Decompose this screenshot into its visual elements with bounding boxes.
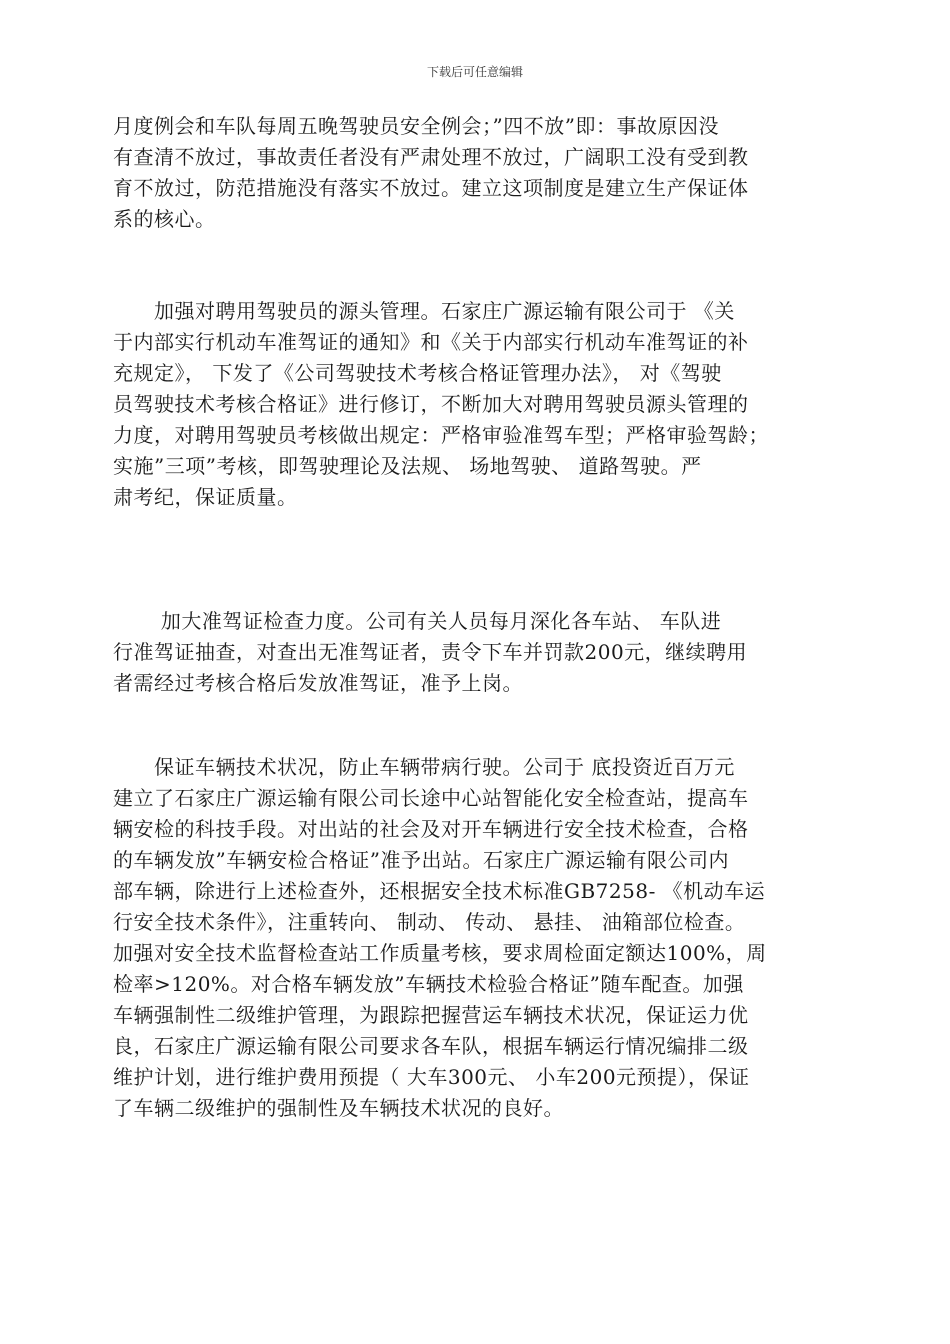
text-line: 系的核心。	[113, 207, 216, 231]
text-line: 辆安检的科技手段。对出站的社会及对开车辆进行安全技术检查，合格	[113, 817, 749, 841]
text-line: 保证车辆技术状况，防止车辆带病行驶。公司于 底投资近百万元	[113, 755, 735, 779]
text-line: 加强对安全技术监督检查站工作质量考核，要求周检面定额达100%，周	[113, 941, 767, 965]
text-line: 者需经过考核合格后发放准驾证，准予上岗。	[113, 671, 523, 695]
text-line: 良，石家庄广源运输有限公司要求各车队，根据车辆运行情况编排二级	[113, 1034, 749, 1058]
text-line: 行准驾证抽查，对查出无准驾证者，责令下车并罚款200元，继续聘用	[113, 640, 748, 664]
text-line: 加大准驾证检查力度。公司有关人员每月深化各车站、 车队进	[113, 609, 722, 633]
text-line: 建立了石家庄广源运输有限公司长途中心站智能化安全检查站，提高车	[113, 786, 749, 810]
text-line: 维护计划，进行维护费用预提（ 大车300元、 小车200元预提），保证	[113, 1065, 750, 1089]
paragraph-driver-source-management	[113, 296, 769, 513]
text-line: 实施”三项”考核，即驾驶理论及法规、 场地驾驶、 道路驾驶。严	[113, 454, 702, 478]
text-line: 检率>120%。对合格车辆发放”车辆技术检验合格证”随车配查。加强	[113, 972, 744, 996]
text-line: 员驾驶技术考核合格证》进行修订，不断加大对聘用驾驶员源头管理的	[113, 392, 749, 416]
paragraph-safety-meetings	[113, 111, 749, 235]
text-line: 的车辆发放”车辆安检合格证”准予出站。石家庄广源运输有限公司内	[113, 848, 729, 872]
text-line: 充规定》， 下发了《公司驾驶技术考核合格证管理办法》， 对《驾驶	[113, 361, 722, 385]
text-line: 月度例会和车队每周五晚驾驶员安全例会；”四不放”即：事故原因没	[113, 114, 719, 138]
text-line: 有查清不放过，事故责任者没有严肃处理不放过，广阔职工没有受到教	[113, 145, 749, 169]
text-line: 行安全技术条件》，注重转向、 制动、 传动、 悬挂、 油箱部位检查。	[113, 910, 746, 934]
page-header: 下载后可任意编辑	[426, 65, 523, 79]
text-line: 了车辆二级维护的强制性及车辆技术状况的良好。	[113, 1096, 564, 1120]
text-line: 部车辆，除进行上述检查外，还根据安全技术标准GB7258- 《机动车运	[113, 879, 766, 903]
paragraph-license-inspection	[113, 606, 747, 699]
text-line: 力度，对聘用驾驶员考核做出规定：严格审验准驾车型；严格审验驾龄；	[113, 423, 769, 447]
text-line: 肃考纪，保证质量。	[113, 485, 298, 509]
paragraph-vehicle-technical-condition	[113, 752, 767, 1124]
text-line: 车辆强制性二级维护管理，为跟踪把握营运车辆技术状况，保证运力优	[113, 1003, 749, 1027]
text-line: 育不放过，防范措施没有落实不放过。建立这项制度是建立生产保证体	[113, 176, 749, 200]
text-line: 加强对聘用驾驶员的源头管理。石家庄广源运输有限公司于 《关	[113, 299, 735, 323]
text-line: 于内部实行机动车准驾证的通知》和《关于内部实行机动车准驾证的补	[113, 330, 749, 354]
